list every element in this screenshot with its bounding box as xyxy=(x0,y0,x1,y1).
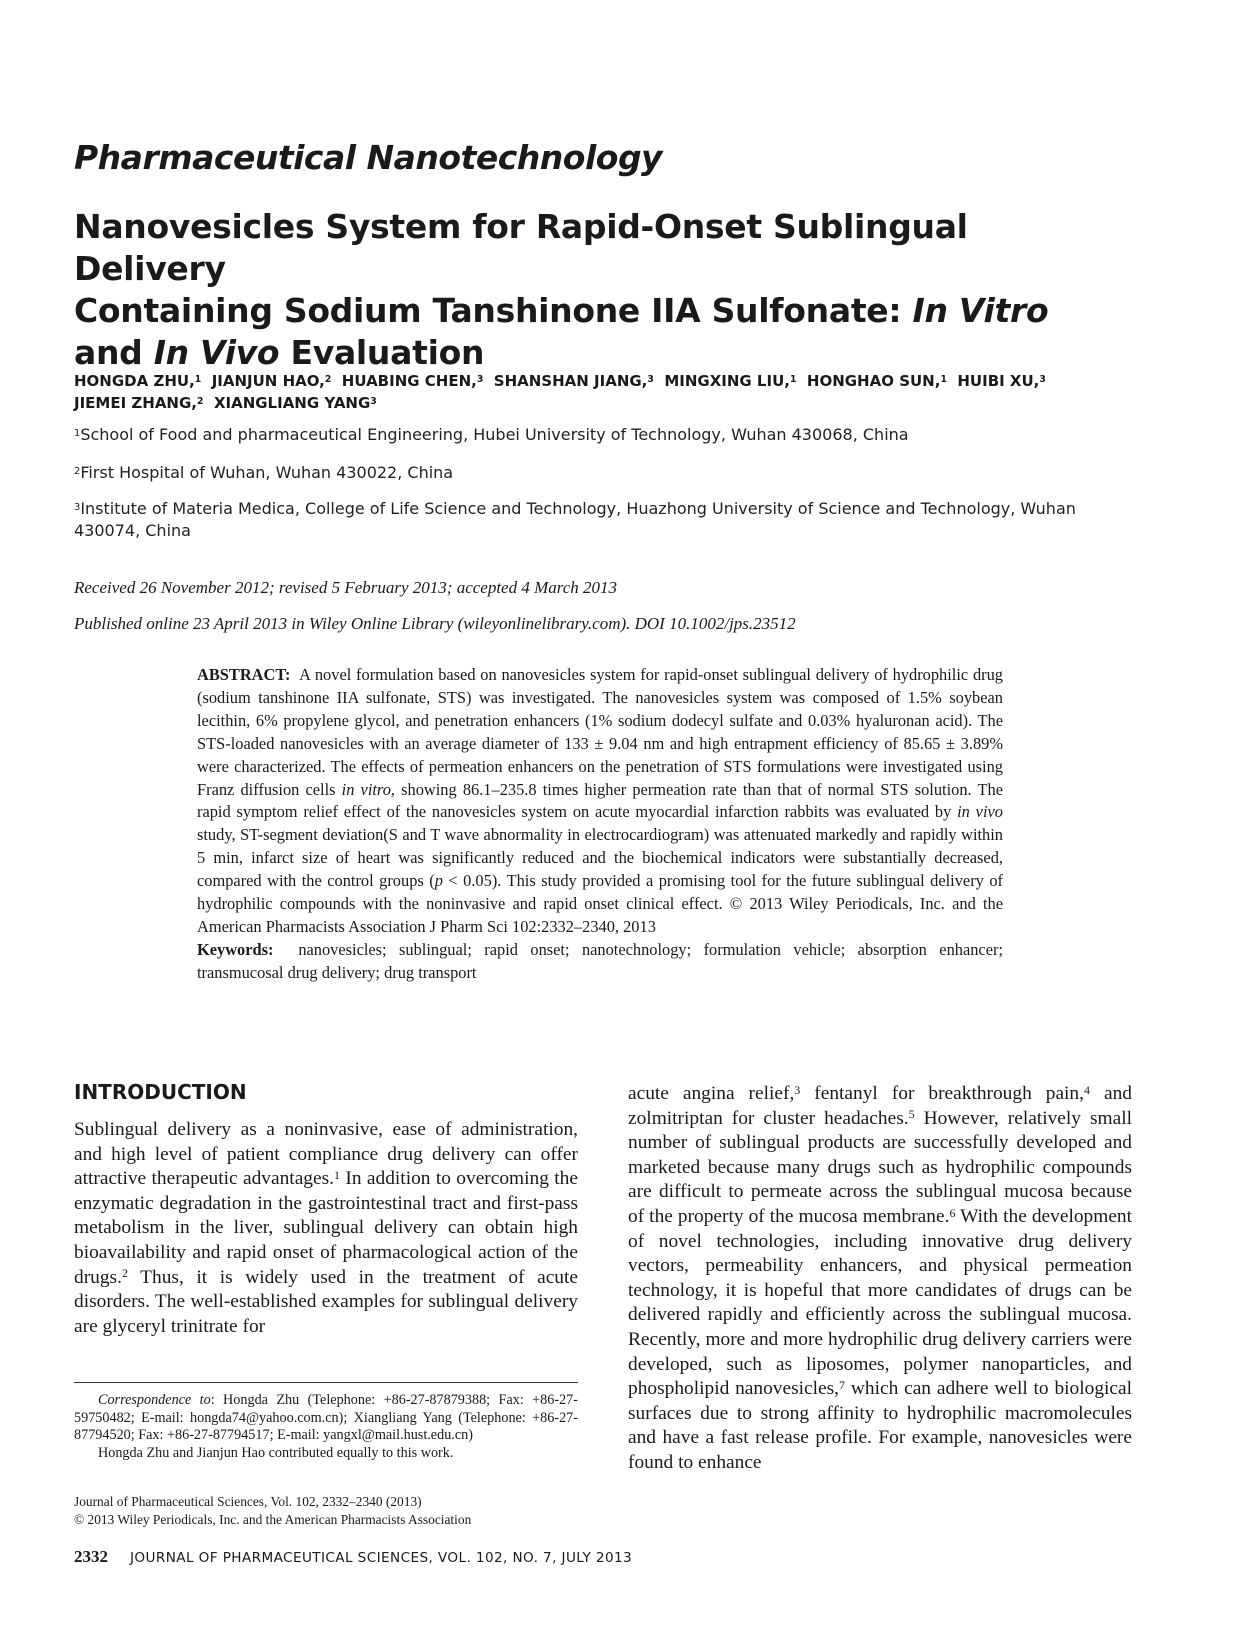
page-number: 2332 xyxy=(74,1547,108,1566)
intro-column-left: Sublingual delivery as a noninvasive, ease of administration, and high level of patient compliance drug delivery can offer attractive therapeutic advantages.$^1$ In addition to overcoming the enzymatic degradation in the gastrointestinal tract and first-pass metabolism in the liver, sublingual delivery can obtain high bioavailability and rapid onset of pharmacological action of the drugs.$^2$ Thus, it is widely used in the treatment of acute disorders. The well-established examples for sublingual delivery are glyceryl trinitrate for xyxy=(74,1119,578,1337)
keywords: Keywords: nanovesicles; sublingual; rapid onset; nanotechnology; formulation vehicle; absorption enhancer; transmucosal drug delivery; drug transport xyxy=(197,939,1003,982)
affiliation-3: $^3$Institute of Materia Medica, College of Life Science and Technology, Huazhong University of Science and Technology, Wuhan 430074, China xyxy=(74,499,1076,540)
author: HUABING CHEN,$^3$ xyxy=(341,372,484,390)
author-list xyxy=(74,370,1174,414)
journal-running-title: JOURNAL OF PHARMACEUTICAL SCIENCES, VOL. 102, NO. 7, JULY 2013 xyxy=(130,1550,633,1566)
keywords-label: Keywords: xyxy=(197,939,274,959)
title-in-vitro: In Vitro xyxy=(912,291,1049,330)
article-title xyxy=(74,206,1074,374)
author: HONGHAO SUN,$^1$ xyxy=(806,372,947,390)
title-line-1: Nanovesicles System for Rapid-Onset Sublingual Delivery xyxy=(74,207,968,288)
author: HONGDA ZHU,$^1$ xyxy=(74,372,202,390)
abstract-label: ABSTRACT: xyxy=(197,665,291,684)
author: SHANSHAN JIANG,$^3$ xyxy=(493,372,654,390)
section-heading: Pharmaceutical Nanotechnology xyxy=(74,138,663,177)
title-line-3c: Evaluation xyxy=(279,333,485,372)
equal-contribution-note: Hongda Zhu and Jianjun Hao contributed equally to this work. xyxy=(98,1444,454,1461)
author: MINGXING LIU,$^1$ xyxy=(664,372,797,390)
footnote-divider xyxy=(74,1382,578,1383)
published-online: Published online 23 April 2013 in Wiley Online Library (wileyonlinelibrary.com). DOI 10.1002/jps.23512 xyxy=(74,614,796,633)
correspondence-footnote: Correspondence to: Hongda Zhu (Telephone: +86-27-87879388; Fax: +86-27-59750482; E-mail: hongda74@yahoo.com.cn); Xiangliang Yang (Telephone: +86-27-87794520; Fax: +86-27-87794517; E-mail: yangxl@mail.hust.edu.cn) Hongda Zhu and Jianjun Hao contributed equally to this work. xyxy=(74,1392,578,1461)
author: XIANGLIANG YANG$^3$ xyxy=(213,394,377,412)
intro-column-right: acute angina relief,$^3$ fentanyl for breakthrough pain,$^4$ and zolmitriptan for cluster headaches.$^5$ However, relatively small number of sublingual products are successfully developed and marketed because many drugs such as hydrophilic compounds are difficult to permeate across the sublingual mucosa because of the property of the mucosa membrane.$^6$ With the development of novel technologies, including innovative drug delivery vectors, permeability enhancers, and physical permeation technology, it is hopeful that more candidates of drugs can be delivered rapidly and efficiently across the sublingual mucosa. Recently, more and more hydrophilic drug delivery carriers were developed, such as liposomes, polymer nanoparticles, and phospholipid nanovesicles,$^7$ which can adhere well to biological surfaces due to strong affinity to hydrophilic macromolecules and have a fast release profile. For example, nanovesicles were found to enhance xyxy=(628,1082,1133,1473)
title-line-3a: and xyxy=(74,333,154,372)
journal-info: Journal of Pharmaceutical Sciences, Vol. 102, 2332–2340 (2013) © 2013 Wiley Periodicals, Inc. and the American Pharmacists Association xyxy=(74,1494,472,1527)
title-in-vivo: In Vivo xyxy=(153,333,280,372)
affiliation-2: $^2$First Hospital of Wuhan, Wuhan 430022, China xyxy=(74,463,454,482)
author: JIANJUN HAO,$^2$ xyxy=(211,372,332,390)
introduction-heading: INTRODUCTION xyxy=(74,1080,247,1104)
author: HUIBI XU,$^3$ xyxy=(957,372,1046,390)
running-footer xyxy=(74,1547,632,1567)
author: JIEMEI ZHANG,$^2$ xyxy=(74,394,204,412)
title-line-2: Containing Sodium Tanshinone IIA Sulfonate: xyxy=(74,291,913,330)
affiliation-1: $^1$School of Food and pharmaceutical Engineering, Hubei University of Technology, Wuhan 430068, China xyxy=(74,425,909,444)
abstract: ABSTRACT: A novel formulation based on nanovesicles system for rapid-onset sublingual delivery of hydrophilic drug (sodium tanshinone IIA sulfonate, STS) was investigated. The nanovesicles system was composed of 1.5% soybean lecithin, 6% propylene glycol, and penetration enhancers (1% sodium dodecyl sulfate and 0.03% hyaluronan acid). The STS-loaded nanovesicles with an average diameter of 133 ± 9.04 nm and high entrapment efficiency of 85.65 ± 3.89% were characterized. The effects of permeation enhancers on the penetration of STS formulations were investigated using Franz diffusion cells in vitro, showing 86.1–235.8 times higher permeation rate than that of normal STS solution. The rapid symptom relief effect of the nanovesicles system on acute myocardial infarction rabbits was evaluated by in vivo study, ST-segment deviation(S and T wave abnormality in electrocardiogram) was attenuated markedly and rapidly within 5 min, infarct size of heart was significantly reduced and the biochemical indicators were substantially decreased, compared with the control groups (p < 0.05). This study provided a promising tool for the future sublingual delivery of hydrophilic compounds with the noninvasive and rapid onset clinical effect. © 2013 Wiley Periodicals, Inc. and the American Pharmacists Association J Pharm Sci 102:2332–2340, 2013 Keywords: nanovesicles; sublingual; rapid onset; nanotechnology; formulation vehicle; absorption enhancer; transmucosal drug delivery; drug transport xyxy=(197,664,1003,985)
received-dates: Received 26 November 2012; revised 5 February 2013; accepted 4 March 2013 xyxy=(74,578,618,597)
